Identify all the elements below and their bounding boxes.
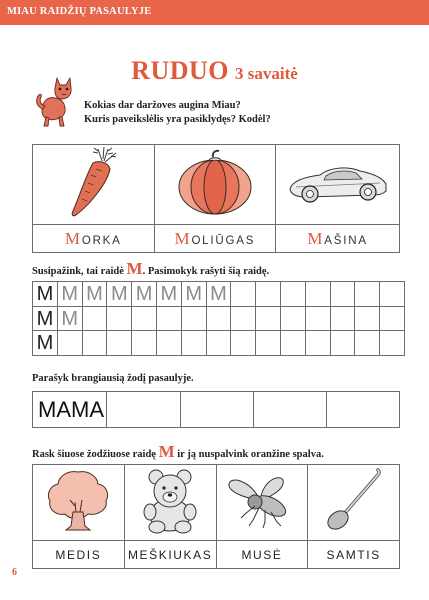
picture-word-carrot: [33, 225, 155, 253]
picture-words-table: [32, 144, 400, 253]
question-line-2: Kuris paveikslėlis yra pasiklydęs? Kodėl?: [84, 114, 271, 125]
letter-grid-cell: [82, 331, 107, 356]
letter-task-before: Susipažink, tai raidė: [32, 266, 124, 277]
letter-grid-cell: [231, 331, 256, 356]
letter-task-after: . Pasimokyk rašyti šią raidę.: [142, 266, 270, 277]
question-line-1: Kokias dar daržoves augina Miau?: [84, 100, 241, 111]
letter-task-letter: M: [126, 259, 143, 278]
find-picture-teddy: [124, 465, 216, 541]
letter-grid-cell: M: [156, 282, 181, 307]
letter-grid-cell: [355, 331, 380, 356]
find-picture-tree: [33, 465, 125, 541]
car-icon: [286, 157, 390, 207]
find-word-fly: MUSĖ: [216, 541, 308, 569]
word-write-cell: [254, 392, 327, 428]
letter-grid-cell: [107, 331, 132, 356]
word-write-cell: [327, 392, 400, 428]
letter-grid-cell: [305, 331, 330, 356]
letter-grid-cell: [132, 331, 157, 356]
letter-grid-cell: [380, 306, 405, 331]
letter-grid-cell: [231, 282, 256, 307]
letter-grid-cell: [82, 306, 107, 331]
find-task-after: ir ją nuspalvink oranžine spalva.: [177, 449, 324, 460]
picture-word-car-first: M: [307, 228, 325, 248]
letter-grid-cell: [107, 306, 132, 331]
letter-grid-cell: [206, 331, 231, 356]
letter-grid-cell: [380, 282, 405, 307]
letter-grid-cell: M: [33, 306, 58, 331]
cat-icon: [33, 74, 77, 130]
picture-word-pumpkin: [154, 225, 276, 253]
picture-word-car: [276, 225, 400, 253]
letter-grid-cell: [206, 306, 231, 331]
letter-grid-cell: [156, 306, 181, 331]
find-words-table: [32, 464, 400, 569]
letter-grid-cell: [330, 282, 355, 307]
letter-grid-cell: M: [107, 282, 132, 307]
letter-grid-cell: M: [57, 282, 82, 307]
picture-word-carrot-first: M: [64, 228, 82, 248]
pumpkin-icon: [175, 147, 255, 217]
letter-grid-cell: [355, 282, 380, 307]
find-task-instruction: [32, 442, 324, 462]
letter-grid-cell: [280, 282, 305, 307]
letter-grid-cell: [330, 331, 355, 356]
letter-grid-cell: [380, 331, 405, 356]
picture-word-car-rest: AŠINA: [324, 234, 368, 247]
letter-grid-cell: M: [57, 306, 82, 331]
find-picture-fly: [216, 465, 308, 541]
teddy-bear-icon: [135, 465, 205, 535]
page-number: 6: [12, 567, 17, 578]
letter-grid-cell: [280, 306, 305, 331]
letter-grid-cell: [231, 306, 256, 331]
letter-grid-cell: M: [82, 282, 107, 307]
word-task-instruction: Parašyk brangiausią žodį pasaulyje.: [32, 373, 194, 384]
letter-grid-cell: [57, 331, 82, 356]
picture-cell-pumpkin: [154, 145, 276, 225]
letter-grid-cell: [355, 306, 380, 331]
find-word-teddy: MEŠKIUKAS: [124, 541, 216, 569]
ladle-icon: [322, 466, 386, 534]
picture-word-pumpkin-first: M: [174, 228, 192, 248]
tree-icon: [42, 466, 114, 534]
word-write-row: [32, 391, 400, 428]
letter-grid-cell: [156, 331, 181, 356]
letter-grid-cell: M: [181, 282, 206, 307]
letter-practice-grid: [32, 281, 405, 356]
title-main: RUDUO: [131, 56, 230, 85]
picture-word-carrot-rest: ORKA: [81, 234, 122, 247]
letter-grid-cell: [256, 331, 281, 356]
picture-cell-carrot: [33, 145, 155, 225]
picture-word-pumpkin-rest: OLIŪGAS: [191, 234, 256, 247]
letter-grid-cell: [256, 306, 281, 331]
letter-grid-cell: M: [33, 282, 58, 307]
letter-grid-cell: M: [132, 282, 157, 307]
word-write-cell: [106, 392, 180, 428]
find-picture-ladle: [308, 465, 400, 541]
find-task-before: Rask šiuose žodžiuose raidę: [32, 449, 156, 460]
letter-grid-cell: [132, 306, 157, 331]
letter-grid-cell: [181, 331, 206, 356]
letter-grid-cell: [280, 331, 305, 356]
letter-grid-cell: M: [206, 282, 231, 307]
letter-grid-cell: [305, 282, 330, 307]
carrot-icon: [58, 145, 128, 219]
letter-grid-row: [33, 282, 405, 307]
title-sub: 3 savaitė: [235, 64, 298, 83]
letter-grid-row: [33, 306, 405, 331]
letter-grid-row: [33, 331, 405, 356]
letter-task-instruction: [32, 259, 269, 279]
letter-grid-cell: [181, 306, 206, 331]
letter-grid-cell: [330, 306, 355, 331]
find-task-letter: M: [158, 442, 175, 461]
letter-grid-cell: M: [33, 331, 58, 356]
find-word-tree: MEDIS: [33, 541, 125, 569]
picture-cell-car: [276, 145, 400, 225]
word-cell-mama: MAMA: [33, 392, 107, 428]
find-word-ladle: SAMTIS: [308, 541, 400, 569]
fly-icon: [225, 468, 299, 532]
letter-grid-cell: [256, 282, 281, 307]
letter-grid-cell: [305, 306, 330, 331]
word-write-cell: [180, 392, 254, 428]
header-title: MIAU RAIDŽIŲ PASAULYJE: [7, 6, 152, 17]
